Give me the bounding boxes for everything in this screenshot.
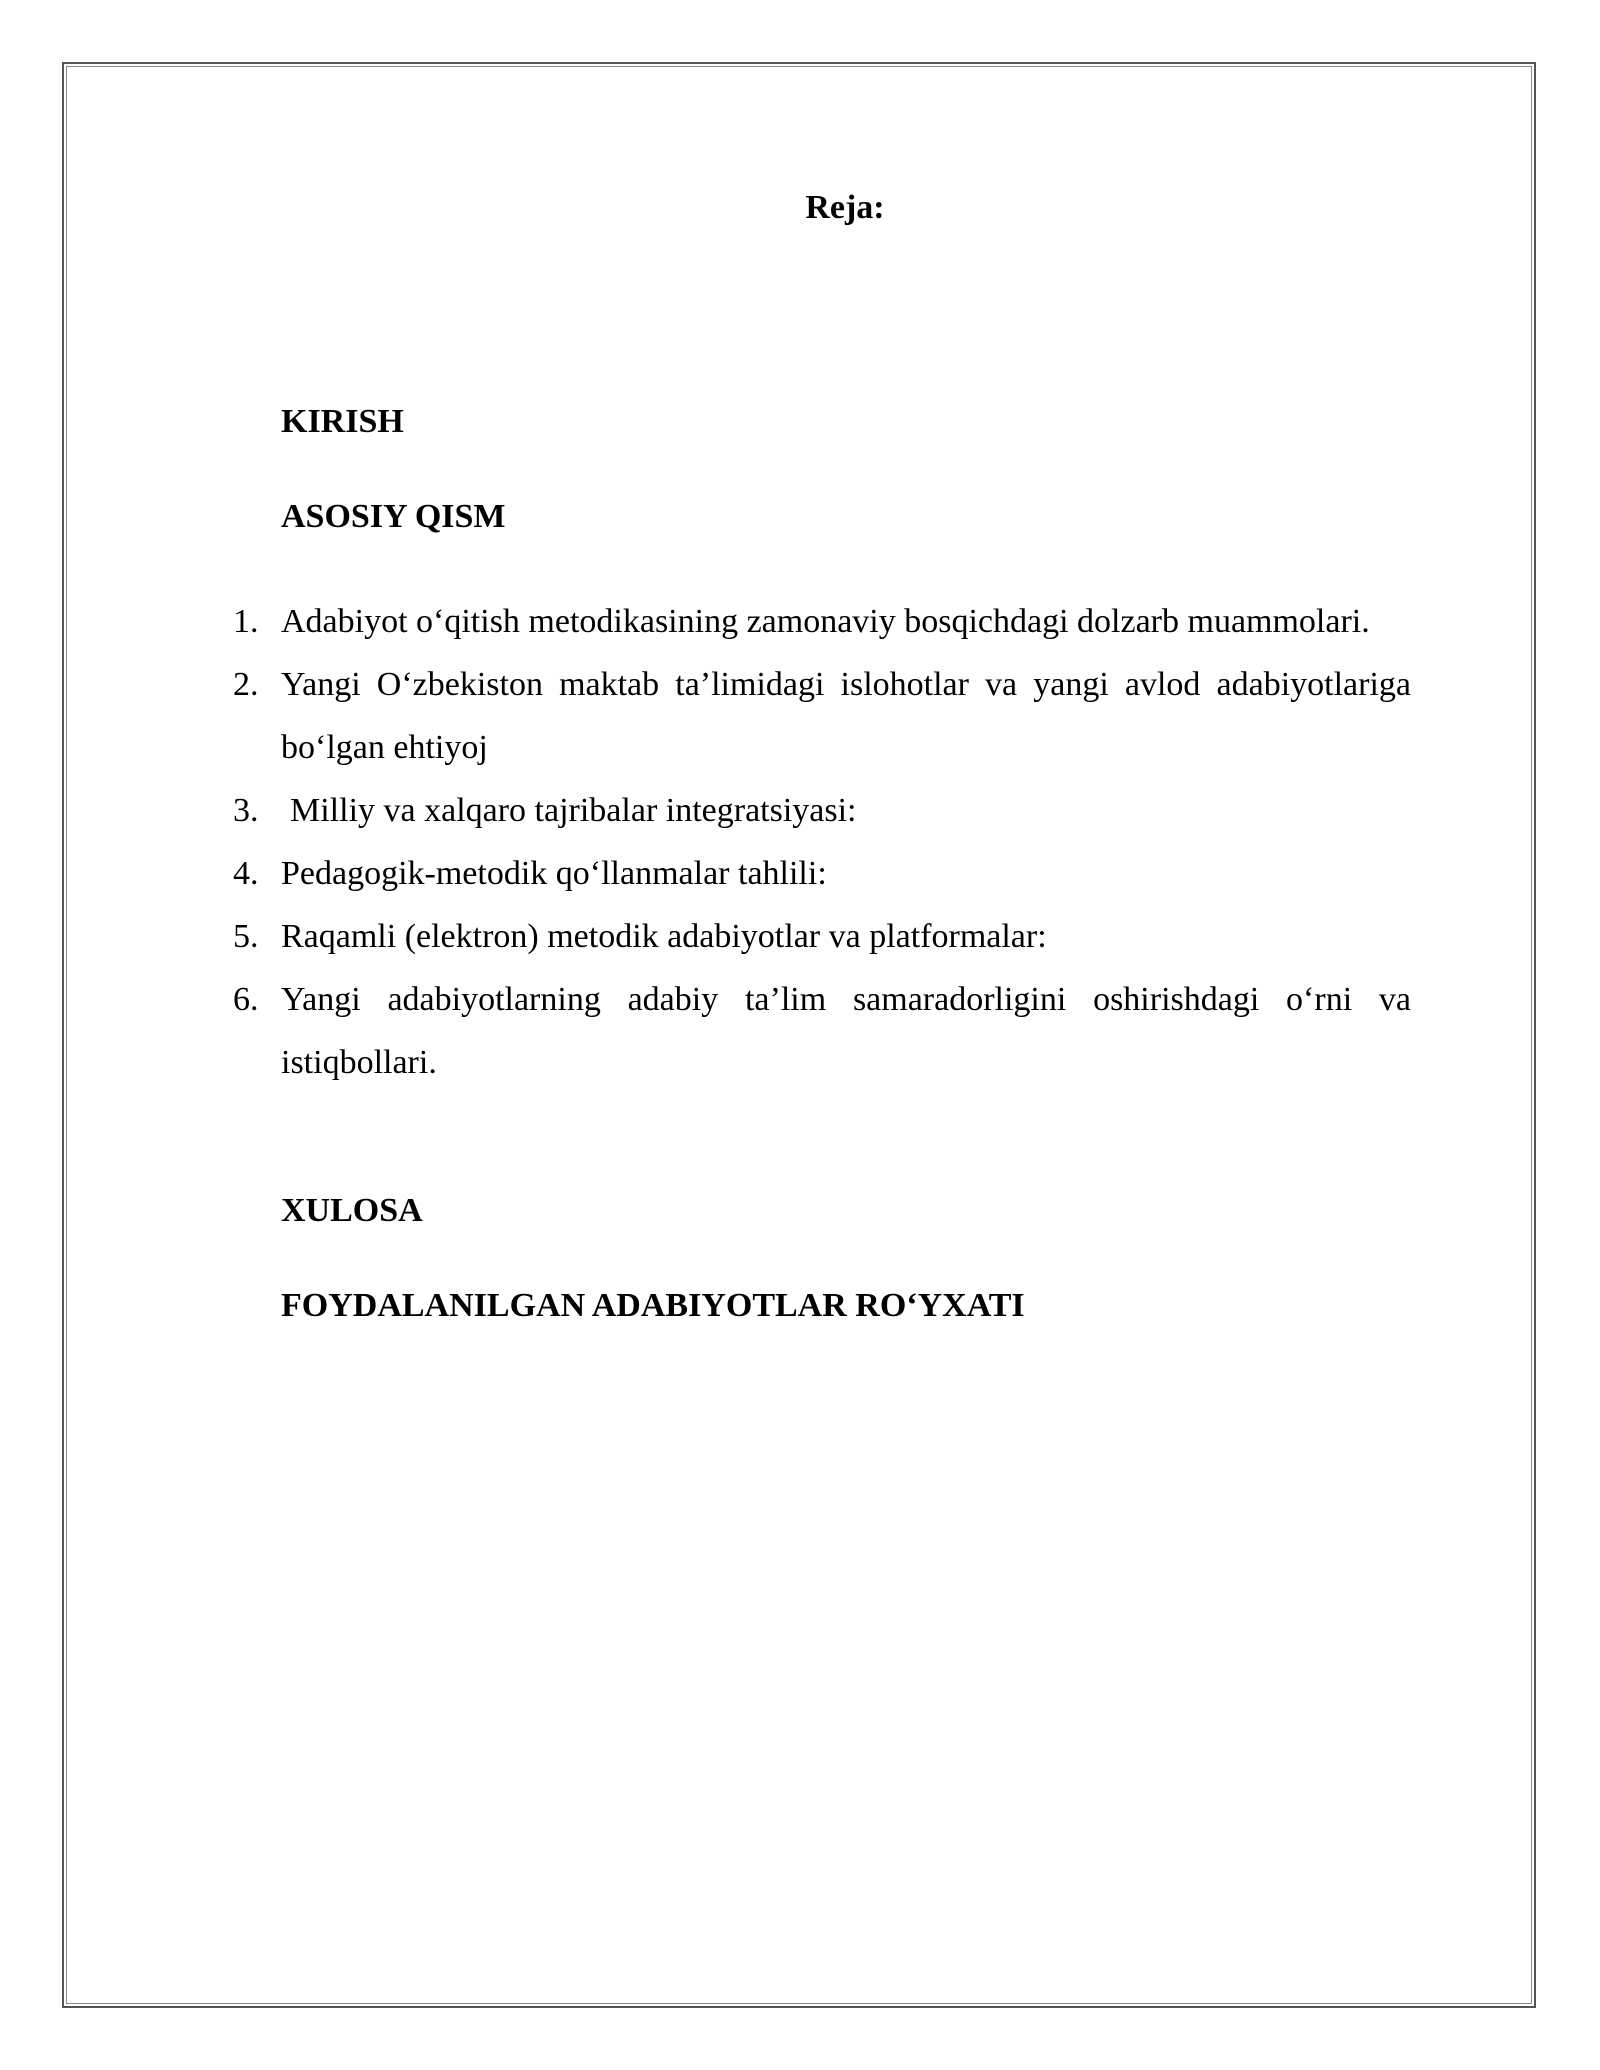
plan-item-text: Yangi O‘zbekiston maktab ta’limidagi islohotlar va yangi avlod adabiyotlariga bo‘lgan ehtiyoj — [281, 666, 1411, 766]
conclusion-heading: XULOSA — [281, 1192, 423, 1229]
plan-item-text: Yangi adabiyotlarning adabiy ta’lim samaradorligini oshirishdagi o‘rni va istiqbollari. — [281, 981, 1411, 1081]
references-heading: FOYDALANILGAN ADABIYOTLAR RO‘YXATI — [281, 1287, 1025, 1324]
plan-item-text: Raqamli (elektron) metodik adabiyotlar va platformalar: — [281, 918, 1047, 955]
plan-item-number: 5. — [233, 918, 259, 955]
plan-item-text: Adabiyot o‘qitish metodikasining zamonaviy bosqichdagi dolzarb muammolari. — [281, 603, 1370, 640]
intro-heading: KIRISH — [281, 403, 404, 440]
plan-item-number: 3. — [233, 792, 259, 829]
plan-item-number: 2. — [233, 666, 259, 703]
plan-item-text: Pedagogik-metodik qo‘llanmalar tahlili: — [281, 855, 827, 892]
plan-item-2 — [0, 653, 1600, 779]
plan-item-5 — [0, 905, 1600, 968]
plan-item-1 — [0, 590, 1600, 653]
plan-item-number: 1. — [233, 603, 259, 640]
plan-list — [0, 590, 1600, 1094]
plan-item-number: 4. — [233, 855, 259, 892]
plan-item-6 — [0, 968, 1600, 1094]
page-title: Reja: — [805, 189, 885, 226]
plan-item-3 — [0, 779, 1600, 842]
plan-item-text: Milliy va xalqaro tajribalar integratsiyasi: — [290, 792, 857, 829]
plan-item-4 — [0, 842, 1600, 905]
plan-item-number: 6. — [233, 981, 259, 1018]
main-part-heading: ASOSIY QISM — [281, 498, 506, 535]
